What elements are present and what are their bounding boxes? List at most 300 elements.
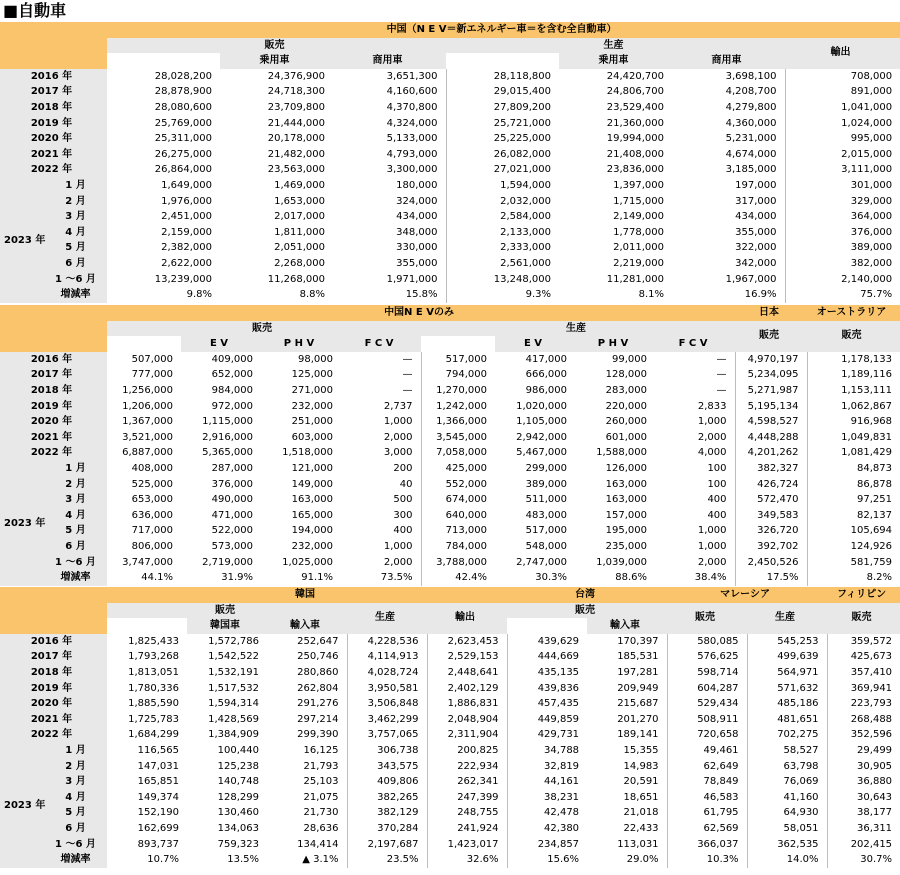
data-cell: 21,730 [303,807,339,819]
data-cell: 1,384,909 [208,729,259,741]
data-cell: 400 [393,525,413,537]
data-cell: 3,000 [383,447,413,459]
data-cell: 1,242,000 [421,399,495,415]
china-all-vehicles-table [0,22,900,303]
data-cell: 200,825 [427,743,507,759]
data-cell: 490,000 [211,494,253,506]
table-row [0,272,900,288]
data-cell: — [716,384,727,396]
data-cell: 14.0% [747,852,827,868]
data-cell: 5,234,095 [735,367,807,383]
data-cell: 21,018 [623,807,659,819]
data-cell: 197,281 [617,666,659,678]
data-cell: 1,366,000 [421,414,495,430]
data-cell: 2,747,000 [516,556,567,568]
table-row [0,84,900,100]
data-cell: 3,651,300 [386,70,438,82]
data-cell: — [402,369,413,381]
sales-header: 販売 [107,38,446,54]
data-cell: 17.5% [735,570,807,586]
data-cell: 31.9% [221,572,253,584]
data-cell: 2,000 [697,556,727,568]
data-cell: 260,000 [605,416,647,428]
data-cell: 32.6% [427,852,507,868]
data-cell: 241,924 [427,821,507,837]
data-cell: 91.1% [301,572,333,584]
table-row [0,225,900,241]
table-row [0,430,900,446]
data-cell: 759,323 [217,838,259,850]
data-cell: 717,000 [131,525,173,537]
month-label: 5 月 [48,805,107,821]
data-cell: 2,402,129 [427,681,507,697]
data-cell: 1,542,522 [208,651,259,663]
month-label: 2 月 [48,194,107,210]
rate-label: 増減率 [48,852,107,868]
data-cell: 409,806 [347,774,427,790]
data-cell: 508,911 [667,712,747,728]
data-cell: 15.8% [405,289,438,301]
data-cell: 355,000 [396,257,438,269]
data-cell: 128,299 [217,791,259,803]
taiwan-sales-header: 販売 [507,603,667,619]
data-cell: 220,000 [605,400,647,412]
data-cell: 5,365,000 [202,447,253,459]
data-cell: 100,440 [217,744,259,756]
data-cell: 2,017,000 [274,211,325,223]
data-cell: 322,000 [735,242,777,254]
data-cell: 134,414 [297,838,339,850]
data-cell: 348,000 [396,226,438,238]
data-cell: 125,000 [291,369,333,381]
data-cell: 481,651 [747,712,827,728]
passenger-header: 乗用車 [559,53,672,69]
data-cell: 1,000 [383,540,413,552]
table-row [0,147,900,163]
data-cell: 63,798 [747,759,827,775]
data-cell: 235,000 [605,540,647,552]
taiwan-header: 台湾 [507,587,667,603]
data-cell: 389,000 [525,478,567,490]
data-cell: 784,000 [421,539,495,555]
data-cell: 362,535 [747,837,827,853]
data-cell: 891,000 [785,84,900,100]
data-cell: — [402,353,413,365]
data-cell: 2,448,641 [427,665,507,681]
data-cell: 25,103 [303,776,339,788]
table-row [0,461,900,477]
data-cell: 299,000 [525,462,567,474]
data-cell: 548,000 [525,540,567,552]
data-cell: 1,793,268 [128,651,179,663]
h1-label: 1 ～6 月 [48,837,107,853]
data-cell: 41,160 [747,790,827,806]
year-label: 2020 年 [0,696,107,712]
data-cell: 674,000 [421,492,495,508]
data-cell: 297,214 [297,713,339,725]
data-cell: 517,000 [525,525,567,537]
australia-sales-header: 販売 [807,321,900,352]
table-row [0,69,900,85]
data-cell: 163,000 [605,494,647,506]
data-cell: 29,015,400 [446,84,559,100]
data-cell: 18,651 [623,791,659,803]
data-cell: 708,000 [785,69,900,85]
data-cell: 355,000 [735,226,777,238]
data-cell: 417,000 [525,353,567,365]
data-cell: 9.8% [186,289,212,301]
data-cell: 1,428,569 [208,713,259,725]
data-cell: 24,376,900 [267,70,325,82]
malaysia-header: マレーシア [667,587,827,603]
data-cell: 44,161 [507,774,587,790]
data-cell: 444,669 [507,649,587,665]
month-label: 4 月 [48,508,107,524]
data-cell: 485,186 [747,696,827,712]
data-cell: 271,000 [291,384,333,396]
data-cell: 1,971,000 [386,273,438,285]
data-cell: 511,000 [525,494,567,506]
data-cell: 2,000 [383,556,413,568]
table-row [0,696,900,712]
data-cell: 58,527 [747,743,827,759]
data-cell: 598,714 [667,665,747,681]
data-cell: 573,000 [211,540,253,552]
data-cell: 4,114,913 [347,649,427,665]
data-cell: — [402,384,413,396]
data-cell: 1,886,831 [427,696,507,712]
data-cell: 4,279,800 [725,101,777,113]
data-cell: 499,639 [747,649,827,665]
data-cell: 986,000 [525,384,567,396]
data-cell: 2,623,453 [427,634,507,650]
data-cell: 21,793 [303,760,339,772]
production-header: 生産 [446,38,785,54]
month-label: 4 月 [48,790,107,806]
year-2023-label: 2023 年 [0,743,48,868]
data-cell: 26,082,000 [446,147,559,163]
table-row [0,414,900,430]
month-label: 3 月 [48,492,107,508]
rate-label: 増減率 [48,570,107,586]
data-cell: 1,000 [383,416,413,428]
data-cell: 4,598,527 [735,414,807,430]
data-cell: 2,219,000 [613,257,664,269]
data-cell: ▲ 3.1% [302,854,339,866]
year-label: 2016 年 [0,352,107,368]
data-cell: 517,000 [421,352,495,368]
data-cell: 2,159,000 [161,226,212,238]
data-cell: 27,809,200 [446,100,559,116]
month-label: 5 月 [48,523,107,539]
data-cell: 36,311 [827,821,900,837]
data-cell: 1,518,000 [282,447,333,459]
data-cell: 713,000 [421,523,495,539]
data-cell: 343,575 [347,759,427,775]
data-cell: 434,000 [735,211,777,223]
data-cell: 5,231,000 [725,133,777,145]
data-cell: 409,000 [211,353,253,365]
data-cell: 25,225,000 [446,131,559,147]
data-cell: 1,041,000 [785,100,900,116]
data-cell: 376,000 [211,478,253,490]
year-label: 2021 年 [0,712,107,728]
data-cell: 400 [707,494,727,506]
data-cell: 572,470 [735,492,807,508]
data-cell: 222,934 [427,759,507,775]
year-label: 2017 年 [0,367,107,383]
data-cell: 326,720 [735,523,807,539]
data-cell: 75.7% [785,287,900,303]
year-label: 2019 年 [0,681,107,697]
data-cell: 11,268,000 [267,273,325,285]
data-cell: 3,747,000 [122,556,173,568]
korea-export-header: 輸出 [427,603,507,634]
year-label: 2017 年 [0,649,107,665]
data-cell: 794,000 [421,367,495,383]
data-cell: 232,000 [291,540,333,552]
month-label: 6 月 [48,539,107,555]
data-cell: 84,873 [807,461,900,477]
data-cell: 1,105,000 [516,416,567,428]
table-row [0,570,900,586]
data-cell: 262,804 [297,682,339,694]
year-2023-label: 2023 年 [0,461,48,586]
data-cell: 21,075 [303,791,339,803]
data-cell: 4,370,800 [386,101,438,113]
data-cell: 32,819 [507,759,587,775]
year-label: 2019 年 [0,116,107,132]
data-cell: 44.1% [141,572,173,584]
data-cell: 2,833 [697,400,727,412]
data-cell: 49,461 [667,743,747,759]
data-cell: 21,408,000 [606,148,664,160]
year-label: 2018 年 [0,100,107,116]
data-cell: 1,532,191 [208,666,259,678]
data-cell: 529,434 [667,696,747,712]
data-cell: 64,930 [747,805,827,821]
data-cell: 581,759 [807,555,900,571]
data-cell: 88.6% [615,572,647,584]
data-cell: 15.6% [507,852,587,868]
data-cell: 30,905 [827,759,900,775]
year-label: 2018 年 [0,383,107,399]
data-cell: 720,658 [667,727,747,743]
data-cell: 234,857 [507,837,587,853]
data-cell: 3,300,000 [386,164,438,176]
data-cell: 359,572 [827,634,900,650]
data-cell: 564,971 [747,665,827,681]
table-row [0,634,900,650]
data-cell: 357,410 [827,665,900,681]
phv-header: P H V [575,336,655,352]
data-cell: 61,795 [667,805,747,821]
data-cell: 215,687 [617,698,659,710]
year-label: 2016 年 [0,634,107,650]
data-cell: 42.4% [421,570,495,586]
korea-header: 韓国 [107,587,507,603]
data-cell: 1,000 [697,540,727,552]
asia-countries-table [0,587,900,868]
data-cell: 2,268,000 [274,257,325,269]
data-cell: 2,011,000 [613,242,664,254]
data-cell: 19,994,000 [606,133,664,145]
table-row [0,194,900,210]
data-cell: 34,788 [507,743,587,759]
data-cell: 73.5% [380,572,413,584]
data-cell: 23,529,400 [606,101,664,113]
data-cell: 209,949 [617,682,659,694]
data-cell: 4,028,724 [347,665,427,681]
data-cell: 223,793 [827,696,900,712]
data-cell: 1,020,000 [516,400,567,412]
data-cell: 5,133,000 [386,133,438,145]
data-cell: 1,813,051 [128,666,179,678]
data-cell: 21,444,000 [267,117,325,129]
data-cell: 457,435 [507,696,587,712]
table-row [0,523,900,539]
data-cell: 4,201,262 [735,445,807,461]
data-cell: 300 [393,509,413,521]
data-cell: 382,327 [735,461,807,477]
data-cell: 26,275,000 [154,148,212,160]
data-cell: 425,000 [421,461,495,477]
data-cell: 2,000 [697,431,727,443]
data-cell: 382,129 [347,805,427,821]
data-cell: 1,423,017 [427,837,507,853]
data-cell: 366,037 [667,837,747,853]
data-cell: 653,000 [131,494,173,506]
data-cell: 4,970,197 [735,352,807,368]
data-cell: 99,000 [612,353,647,365]
data-cell: 1,024,000 [785,116,900,132]
data-cell: 370,284 [347,821,427,837]
data-cell: 3,757,065 [347,727,427,743]
export-header: 輸出 [785,38,900,69]
data-cell: 76,069 [747,774,827,790]
table-row [0,681,900,697]
data-cell: 23,836,000 [606,164,664,176]
data-cell: 1,649,000 [161,179,212,191]
data-cell: 3,185,000 [725,164,777,176]
korea-production-header: 生産 [347,603,427,634]
data-cell: 262,341 [427,774,507,790]
data-cell: 25,721,000 [446,116,559,132]
data-cell: 4,324,000 [386,117,438,129]
table-row [0,287,900,303]
data-cell: 62,569 [667,821,747,837]
data-cell: 121,000 [291,462,333,474]
data-cell: 2,561,000 [446,256,559,272]
data-cell: 576,625 [667,649,747,665]
page-title: ■自動車 [3,1,67,20]
data-cell: 82,137 [807,508,900,524]
month-label: 5 月 [48,240,107,256]
ev-header: E V [181,336,261,352]
table-row [0,209,900,225]
data-cell: 471,000 [211,509,253,521]
data-cell: 147,031 [137,760,179,772]
ev-header: E V [495,336,575,352]
data-cell: 10.7% [147,854,179,866]
data-cell: 3,950,581 [347,681,427,697]
japan-header: 日本 [735,305,807,321]
year-2023-label: 2023 年 [0,178,48,303]
table-row [0,539,900,555]
data-cell: 1,976,000 [161,195,212,207]
data-cell: 301,000 [785,178,900,194]
data-cell: 329,000 [785,194,900,210]
year-label: 2018 年 [0,665,107,681]
data-cell: 21,482,000 [267,148,325,160]
data-cell: 232,000 [291,400,333,412]
data-cell: 364,000 [785,209,900,225]
data-cell: 40 [399,478,413,490]
year-label: 2016 年 [0,69,107,85]
month-label: 3 月 [48,774,107,790]
data-cell: 4,674,000 [725,148,777,160]
data-cell: 1,189,116 [807,367,900,383]
data-cell: 165,851 [137,776,179,788]
year-label: 2021 年 [0,147,107,163]
data-cell: 113,031 [617,838,659,850]
korean-car-header: 韓国車 [187,618,267,634]
data-cell: 163,000 [291,494,333,506]
table-row [0,178,900,194]
data-cell: 652,000 [211,369,253,381]
year-label: 2019 年 [0,399,107,415]
data-cell: 3,788,000 [421,555,495,571]
data-cell: 11,281,000 [606,273,664,285]
year-label: 2022 年 [0,727,107,743]
data-cell: 86,878 [807,477,900,493]
data-cell: 162,699 [137,822,179,834]
data-cell: 435,135 [507,665,587,681]
data-cell: 200 [393,462,413,474]
data-cell: 62,649 [667,759,747,775]
data-cell: 185,531 [617,651,659,663]
data-cell: 2,333,000 [446,240,559,256]
data-cell: 38,231 [507,790,587,806]
malaysia-sales-header: 販売 [667,603,747,634]
data-cell: 439,629 [507,634,587,650]
data-cell: 2,382,000 [161,242,212,254]
data-cell: 1,025,000 [282,556,333,568]
data-cell: 29,499 [827,743,900,759]
data-cell: 25,769,000 [154,117,212,129]
japan-sales-header: 販売 [735,321,807,352]
data-cell: 2,942,000 [516,431,567,443]
data-cell: 1,178,133 [807,352,900,368]
data-cell: 13.5% [227,854,259,866]
data-cell: 157,000 [605,509,647,521]
data-cell: 972,000 [211,400,253,412]
data-cell: 28,080,600 [154,101,212,113]
data-cell: 1,811,000 [274,226,325,238]
data-cell: 666,000 [525,369,567,381]
data-cell: 23,709,800 [267,101,325,113]
malaysia-production-header: 生産 [747,603,827,634]
data-cell: 429,731 [507,727,587,743]
data-cell: 128,000 [605,369,647,381]
h1-label: 1 ～6 月 [48,272,107,288]
philippines-sales-header: 販売 [827,603,900,634]
data-cell: 4,228,536 [347,634,427,650]
data-cell: 1,397,000 [613,179,664,191]
table-row [0,162,900,178]
data-cell: 306,738 [347,743,427,759]
data-cell: 4,160,600 [386,86,438,98]
